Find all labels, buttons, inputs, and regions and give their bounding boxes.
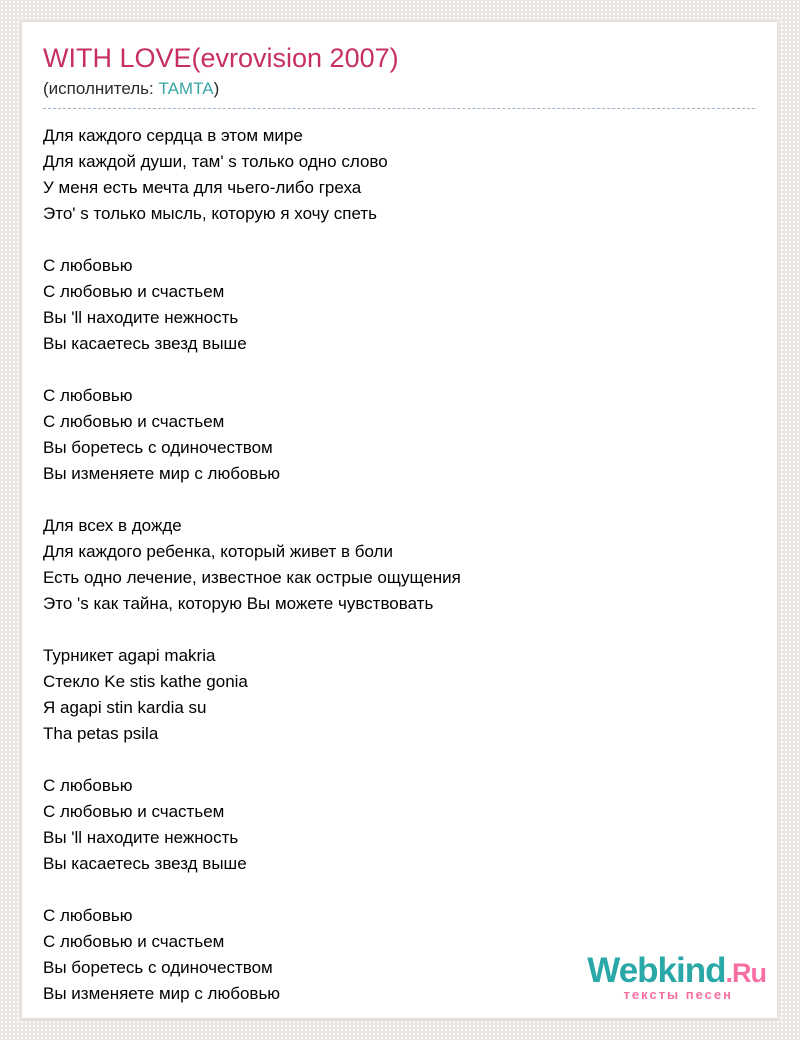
- artist-link[interactable]: TAMTA: [158, 79, 214, 99]
- lyrics-card: [21, 21, 778, 1019]
- lyric-line: Вы 'll находите нежность: [43, 828, 239, 848]
- lyric-line: Вы боретесь с одиночеством: [43, 438, 273, 458]
- lyric-line: С любовью и счастьем: [43, 282, 225, 302]
- lyric-stanza: [43, 253, 755, 357]
- lyric-stanza: [43, 643, 755, 747]
- logo-tagline: тексты песен: [623, 987, 733, 1002]
- lyric-line: С любовью: [43, 256, 133, 276]
- lyric-line: Есть одно лечение, известное как острые ощущения: [43, 568, 461, 588]
- lyric-line: Я agapi stin kardia su: [43, 698, 207, 718]
- lyric-line: Вы касаетесь звезд выше: [43, 334, 247, 354]
- lyric-line: С любовью: [43, 386, 133, 406]
- lyric-line: С любовью и счастьем: [43, 932, 225, 952]
- lyric-stanza: [43, 773, 755, 877]
- artist-label: (исполнитель:: [43, 79, 159, 99]
- lyric-line: Для каждого сердца в этом мире: [43, 126, 303, 146]
- lyric-line: Для каждой души, там' s только одно слово: [43, 152, 388, 172]
- song-header: [43, 43, 755, 109]
- lyric-line: Вы изменяете мир с любовью: [43, 464, 281, 484]
- lyric-line: Для всех в дожде: [43, 516, 182, 536]
- artist-line-suffix: ): [213, 79, 220, 99]
- lyrics-text: [43, 123, 755, 1007]
- lyric-line: Для каждого ребенка, который живет в боли: [43, 542, 393, 562]
- page-title: WITH LOVE(evrovision 2007): [43, 43, 399, 73]
- lyric-line: Стекло Ke stis kathe gonia: [43, 672, 248, 692]
- webkind-logo[interactable]: [587, 951, 766, 1002]
- lyric-stanza: [43, 513, 755, 617]
- lyric-line: У меня есть мечта для чьего-либо греха: [43, 178, 362, 198]
- webkind-logo-wordmark: [587, 951, 766, 990]
- lyric-line: С любовью: [43, 776, 133, 796]
- lyric-line: Вы изменяете мир с любовью: [43, 984, 281, 1004]
- logo-domain-text: .Ru: [725, 958, 766, 988]
- lyric-line: С любовью и счастьем: [43, 802, 225, 822]
- lyric-line: С любовью: [43, 906, 133, 926]
- lyric-line: Это 's как тайна, которую Вы можете чувствовать: [43, 594, 434, 614]
- lyric-stanza: [43, 123, 755, 227]
- lyric-line: Это' s только мысль, которую я хочу спеть: [43, 204, 377, 224]
- lyric-stanza: [43, 383, 755, 487]
- artist-line: [43, 79, 755, 99]
- lyric-line: Вы касаетесь звезд выше: [43, 854, 247, 874]
- lyric-line: Tha petas psila: [43, 724, 159, 744]
- lyric-line: С любовью и счастьем: [43, 412, 225, 432]
- logo-brand-text: Webkind: [587, 951, 726, 990]
- lyric-line: Турникет agapi makria: [43, 646, 216, 666]
- lyric-line: Вы 'll находите нежность: [43, 308, 239, 328]
- lyric-line: Вы боретесь с одиночеством: [43, 958, 273, 978]
